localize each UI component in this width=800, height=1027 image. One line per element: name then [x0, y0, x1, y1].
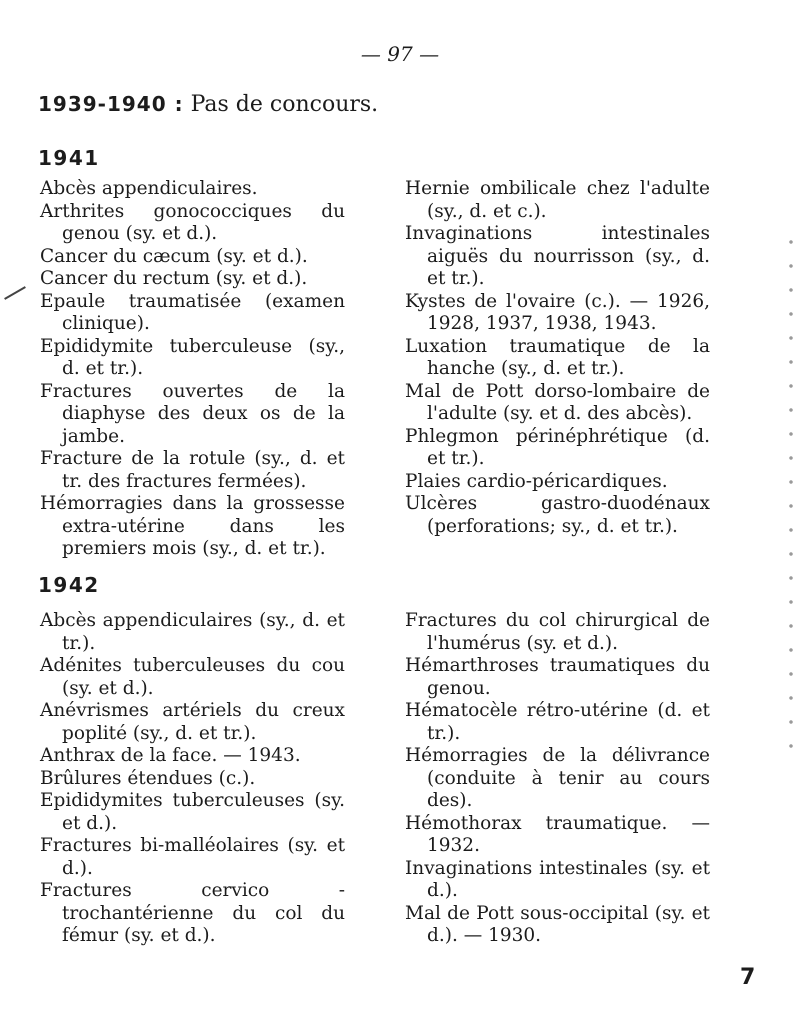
section-year-1941: 1941 [38, 146, 100, 170]
list-item: Plaies cardio-péricardiques. [405, 470, 668, 492]
page-number: — 97 — [360, 42, 440, 66]
list-item: Hémarthroses traumatiques du genou. [405, 655, 710, 699]
section-1942-right-column [405, 610, 710, 948]
list-item: Epididymites tuberculeuses (sy. et d.). [40, 790, 345, 834]
list-item: Phlegmon périnéphrétique (d. et tr.). [405, 425, 710, 469]
list-item: Epididymite tuberculeuse (sy., d. et tr.). [40, 335, 345, 379]
list-item: Mal de Pott dorso-lombaire de l'adulte (sy. et d. des abcès). [405, 380, 710, 424]
list-item: Luxation traumatique de la hanche (sy., d. et tr.). [405, 335, 710, 379]
list-item: Abcès appendiculaires. [40, 178, 258, 199]
list-item: Fractures bi-malléolaires (sy. et d.). [40, 835, 345, 879]
list-item: Cancer du cæcum (sy. et d.). [40, 245, 308, 267]
list-item: Brûlures étendues (c.). [40, 767, 256, 789]
list-item: Fractures ouvertes de la diaphyse des deux os de la jambe. [40, 380, 345, 447]
list-item: Adénites tuberculeuses du cou (sy. et d.). [40, 655, 345, 699]
section-1941-right-column [405, 178, 710, 538]
list-item: Mal de Pott sous-occipital (sy. et d.). — 1930. [405, 902, 710, 946]
section-1942-left-column [40, 610, 345, 948]
section-year-1942: 1942 [38, 573, 100, 597]
list-item: Cancer du rectum (sy. et d.). [40, 268, 308, 289]
list-item: Kystes de l'ovaire (c.). — 1926, 1928, 1937, 1938, 1943. [405, 290, 710, 334]
list-item: Fracture de la rotule (sy., d. et tr. des fractures fermées). [40, 448, 345, 492]
list-item: Invaginations intestinales (sy. et d.). [405, 857, 710, 901]
list-item: Arthrites gonococciques du genou (sy. et d.). [40, 200, 345, 244]
list-item: Hémothorax traumatique. — 1932. [405, 812, 710, 856]
list-item: Abcès appendiculaires (sy., d. et tr.). [40, 610, 345, 654]
list-item: Hernie ombilicale chez l'adulte (sy., d. et c.). [405, 178, 710, 222]
list-item: Anthrax de la face. — 1943. [40, 745, 301, 766]
list-item: Hémorragies dans la grossesse extra-utérine dans les premiers mois (sy., d. et tr.). [40, 493, 345, 559]
list-item: Invaginations intestinales aiguës du nourrisson (sy., d. et tr.). [405, 223, 710, 289]
intro-years: 1939-1940 : [38, 92, 184, 116]
list-item: Fractures du col chirurgical de l'humérus (sy. et d.). [405, 610, 710, 654]
list-item: Anévrismes artériels du creux poplité (sy., d. et tr.). [40, 700, 345, 744]
intro-line [38, 92, 378, 117]
list-item: Fractures cervico - trochantérienne du col du fémur (sy. et d.). [40, 880, 345, 946]
intro-text: Pas de concours. [190, 92, 379, 117]
list-item: Hémorragies de la délivrance (conduite à tenir au cours des). [405, 745, 710, 811]
section-1941-left-column [40, 178, 345, 561]
list-item: Hématocèle rétro-utérine (d. et tr.). [405, 700, 710, 744]
margin-pencil-mark [4, 286, 26, 300]
signature-mark: 7 [740, 965, 756, 990]
binding-edge-dots [784, 230, 798, 750]
list-item: Epaule traumatisée (examen clinique). [40, 290, 345, 334]
list-item: Ulcères gastro-duodénaux (perforations; sy., d. et tr.). [405, 493, 710, 537]
